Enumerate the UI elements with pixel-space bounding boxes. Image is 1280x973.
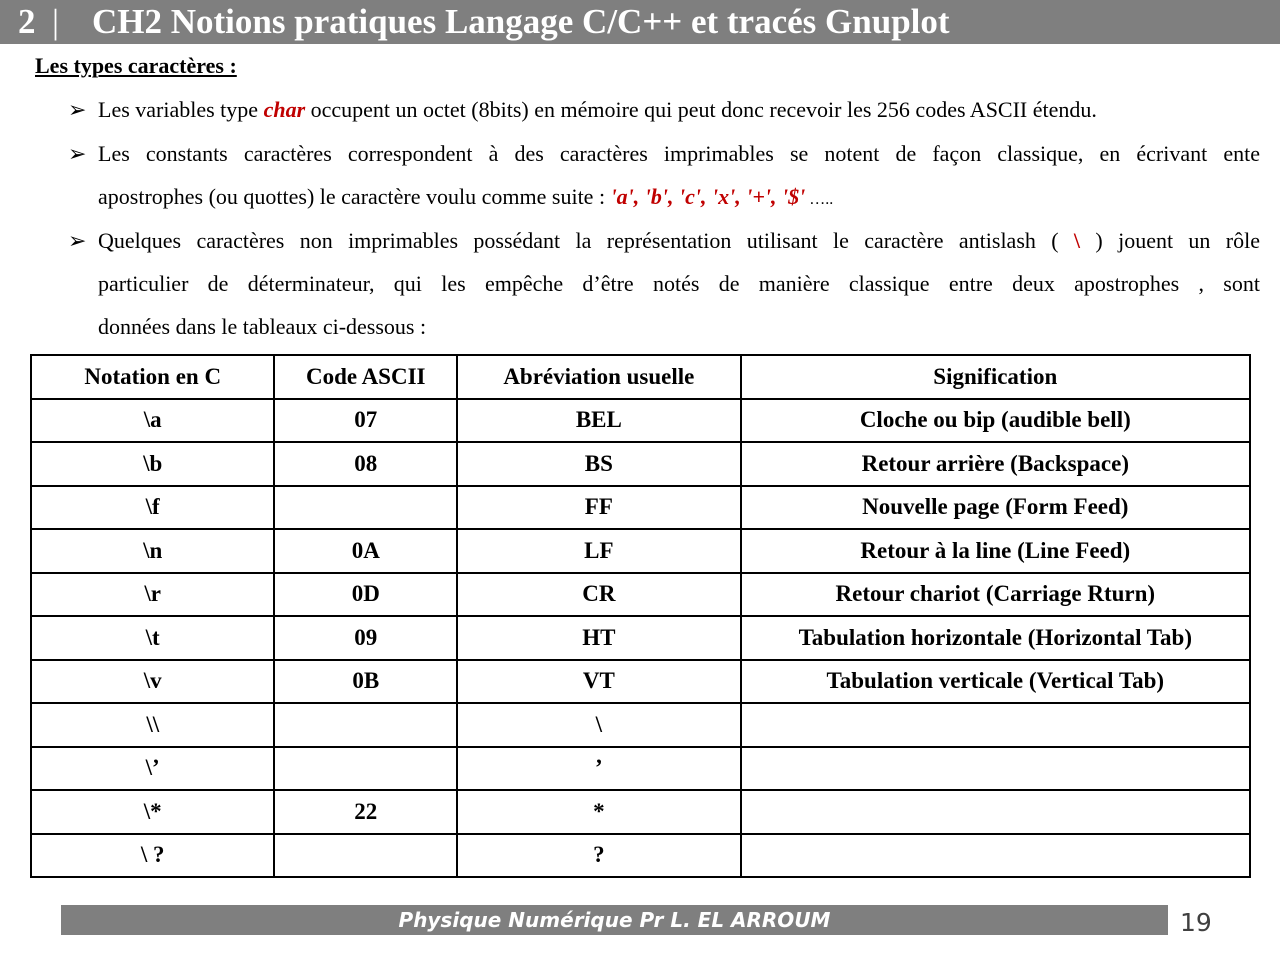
table-row xyxy=(31,442,1250,486)
table-row xyxy=(31,790,1250,834)
table-cell: \f xyxy=(31,486,274,530)
table-row xyxy=(31,486,1250,530)
bullet-arrow-icon: ➢ xyxy=(68,97,87,122)
table-cell: Cloche ou bip (audible bell) xyxy=(741,399,1250,443)
table-cell: HT xyxy=(457,616,741,660)
table-cell xyxy=(274,747,457,791)
table-cell: Retour arrière (Backspace) xyxy=(741,442,1250,486)
bullet-arrow-icon: ➢ xyxy=(68,228,87,253)
column-header: Abréviation usuelle xyxy=(457,355,741,399)
table-cell: ? xyxy=(457,834,741,878)
column-header: Code ASCII xyxy=(274,355,457,399)
bullet-3-line-3: données dans le tableaux ci-dessous : xyxy=(98,314,427,339)
ellipsis: ….. xyxy=(805,191,834,208)
header-separator: | xyxy=(52,2,60,41)
table-cell: \ xyxy=(457,703,741,747)
table-cell xyxy=(741,703,1250,747)
table-header-row xyxy=(31,355,1250,399)
table-cell: \* xyxy=(31,790,274,834)
table-cell: * xyxy=(457,790,741,834)
table-row xyxy=(31,616,1250,660)
table-row xyxy=(31,834,1250,878)
column-header: Notation en C xyxy=(31,355,274,399)
table-cell: LF xyxy=(457,529,741,573)
table-cell: 08 xyxy=(274,442,457,486)
table-row xyxy=(31,529,1250,573)
table-cell: \\ xyxy=(31,703,274,747)
table-cell: \v xyxy=(31,660,274,704)
bullet-arrow-icon: ➢ xyxy=(68,141,87,166)
chapter-header-bar xyxy=(0,0,1280,44)
table-cell: BS xyxy=(457,442,741,486)
table-cell: \’ xyxy=(31,747,274,791)
table-cell xyxy=(274,834,457,878)
table-cell xyxy=(274,486,457,530)
table-row xyxy=(31,703,1250,747)
char-examples: 'a', 'b', 'c', 'x', '+', '$' xyxy=(610,184,806,209)
bullet-1-after: occupent un octet (8bits) en mémoire qui peut donc recevoir les 256 codes ASCII étendu. xyxy=(305,97,1097,122)
bullet-3-line-1-before: Quelques caractères non imprimables possédant la représentation utilisant le caractère antislash ( xyxy=(98,228,1074,253)
table-cell xyxy=(741,747,1250,791)
table-cell: \b xyxy=(31,442,274,486)
section-title: Les types caractères : xyxy=(35,53,237,78)
table-row xyxy=(31,660,1250,704)
page-number: 19 xyxy=(1180,908,1212,937)
table-cell: ’ xyxy=(457,747,741,791)
footer-bar: Physique Numérique Pr L. EL ARROUM xyxy=(61,905,1168,935)
backslash-symbol: \ xyxy=(1073,228,1081,253)
bullet-2-line-2 xyxy=(98,184,833,210)
table-cell: 09 xyxy=(274,616,457,660)
table-cell xyxy=(741,834,1250,878)
char-keyword: char xyxy=(263,97,306,122)
table-cell: 0B xyxy=(274,660,457,704)
bullet-2-line-1: Les constants caractères correspondent à des caractères imprimables se notent de façon classique, en écrivant ente xyxy=(98,141,1260,166)
column-header: Signification xyxy=(741,355,1250,399)
table-cell: FF xyxy=(457,486,741,530)
table-cell: Retour à la line (Line Feed) xyxy=(741,529,1250,573)
table-cell: CR xyxy=(457,573,741,617)
table-cell: VT xyxy=(457,660,741,704)
table-cell: Retour chariot (Carriage Rturn) xyxy=(741,573,1250,617)
table-cell: \n xyxy=(31,529,274,573)
bullet-3-line-1-after: ) jouent un rôle xyxy=(1080,228,1260,253)
table-cell: \a xyxy=(31,399,274,443)
escape-codes-table xyxy=(30,354,1251,878)
bullet-3-line-2: particulier de déterminateur, qui les empêche d’être notés de manière classique entre deux apostrophes , sont xyxy=(98,271,1260,296)
chapter-number: 2 xyxy=(18,2,36,41)
table-row xyxy=(31,573,1250,617)
table-cell xyxy=(274,703,457,747)
bullet-3-line-1 xyxy=(98,228,1260,254)
table-cell: 07 xyxy=(274,399,457,443)
table-cell: Tabulation verticale (Vertical Tab) xyxy=(741,660,1250,704)
table-row xyxy=(31,747,1250,791)
table-cell: 0A xyxy=(274,529,457,573)
bullet-1-before: Les variables type xyxy=(98,97,264,122)
table-cell: BEL xyxy=(457,399,741,443)
table-cell: \r xyxy=(31,573,274,617)
chapter-title: CH2 Notions pratiques Langage C/C++ et tracés Gnuplot xyxy=(92,2,950,41)
table-cell: \ ? xyxy=(31,834,274,878)
table-cell: 0D xyxy=(274,573,457,617)
table-row xyxy=(31,399,1250,443)
table-cell: 22 xyxy=(274,790,457,834)
bullet-2-line-2-text: apostrophes (ou quottes) le caractère voulu comme suite : xyxy=(98,184,611,209)
table-cell: Tabulation horizontale (Horizontal Tab) xyxy=(741,616,1250,660)
bullet-1-text xyxy=(98,97,1097,123)
table-cell xyxy=(741,790,1250,834)
table-cell: Nouvelle page (Form Feed) xyxy=(741,486,1250,530)
table-cell: \t xyxy=(31,616,274,660)
